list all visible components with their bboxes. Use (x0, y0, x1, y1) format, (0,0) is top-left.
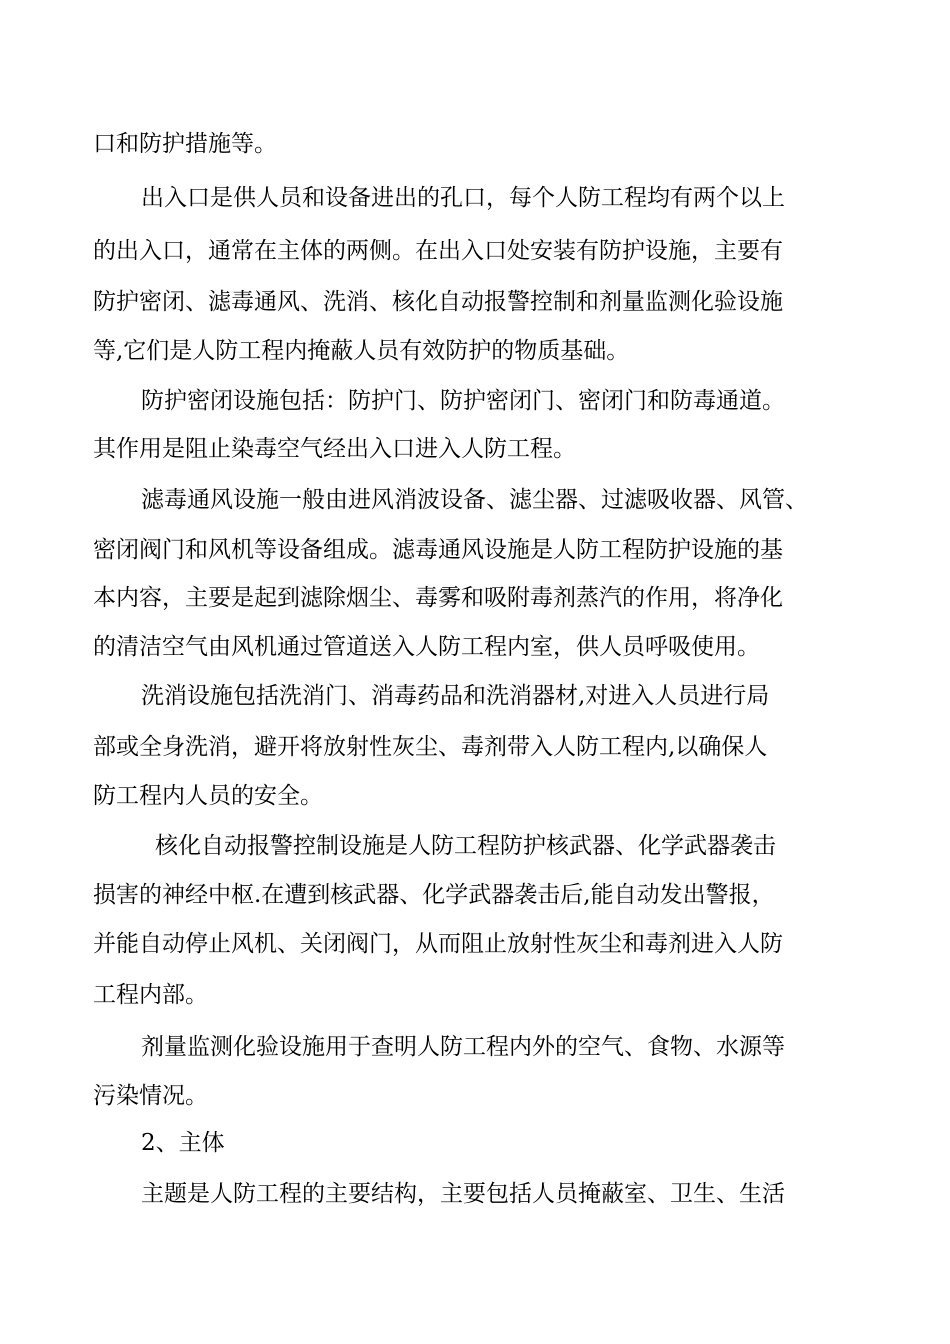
text-line: 密闭阀门和风机等设备组成。滤毒通风设施是人防工程防护设施的基 (93, 537, 783, 563)
text-line: 滤毒通风设施一般由进风消波设备、滤尘器、过滤吸收器、风管、 (141, 487, 808, 513)
text-line: 污染情况。 (93, 1083, 208, 1109)
text-line: 其作用是阻止染毒空气经出入口进入人防工程。 (93, 436, 576, 462)
text-line: 防工程内人员的安全。 (93, 783, 323, 809)
text-line: 主题是人防工程的主要结构，主要包括人员掩蔽室、卫生、生活 (141, 1181, 785, 1207)
text-line: 并能自动停止风机、关闭阀门，从而阻止放射性灰尘和毒剂进入人防 (93, 931, 783, 957)
text-line: 部或全身洗消，避开将放射性灰尘、毒剂带入人防工程内,以确保人 (93, 734, 768, 760)
text-line: 的清洁空气由风机通过管道送入人防工程内室，供人员呼吸使用。 (93, 634, 760, 660)
text-line: 防护密闭设施包括：防护门、防护密闭门、密闭门和防毒通道。 (141, 388, 785, 414)
text-line: 出入口是供人员和设备进出的孔口，每个人防工程均有两个以上 (141, 185, 785, 211)
text-line: 本内容，主要是起到滤除烟尘、毒雾和吸附毒剂蒸汽的作用，将净化 (93, 585, 783, 611)
text-line: 的出入口，通常在主体的两侧。在出入口处安装有防护设施，主要有 (93, 238, 783, 264)
text-line: 核化自动报警控制设施是人防工程防护核武器、化学武器袭击 (155, 833, 776, 859)
text-line: 工程内部。 (93, 982, 208, 1008)
text-line: 等,它们是人防工程内掩蔽人员有效防护的物质基础。 (93, 338, 630, 364)
text-line: 防护密闭、滤毒通风、洗消、核化自动报警控制和剂量监测化验设施 (93, 289, 783, 315)
section-heading: 2、主体 (141, 1130, 225, 1156)
text-line: 损害的神经中枢.在遭到核武器、化学武器袭击后,能自动发出警报， (93, 882, 775, 908)
text-line: 口和防护措施等。 (93, 131, 277, 157)
text-line: 洗消设施包括洗消门、消毒药品和洗消器材,对进入人员进行局 (141, 683, 770, 709)
text-line: 剂量监测化验设施用于查明人防工程内外的空气、食物、水源等 (141, 1034, 785, 1060)
